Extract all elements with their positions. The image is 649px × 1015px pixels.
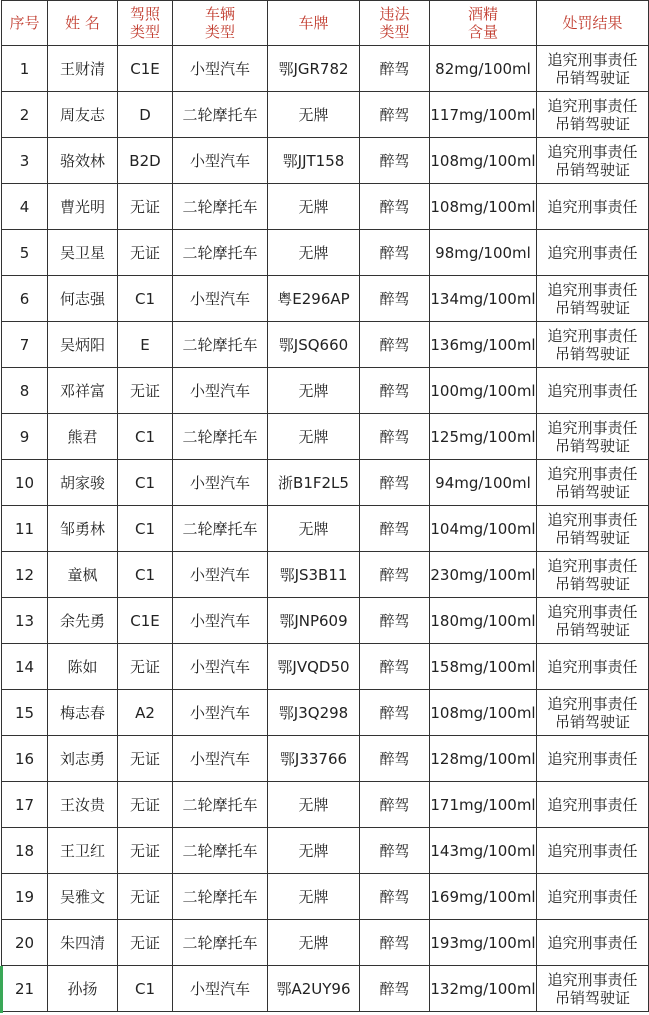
cell-name: 王汝贵 <box>48 782 118 828</box>
header-seq: 序号 <box>2 1 48 46</box>
cell-alcohol-content: 169mg/100ml <box>430 874 537 920</box>
table-row <box>2 46 649 92</box>
cell-alcohol-content: 82mg/100ml <box>430 46 537 92</box>
cell-vehicle-type: 二轮摩托车 <box>173 322 268 368</box>
penalty-line-criminal: 追究刑事责任 <box>547 96 638 115</box>
cell-violation-type: 醉驾 <box>360 644 430 690</box>
cell-license-type: C1 <box>118 414 173 460</box>
table-row <box>2 828 649 874</box>
cell-vehicle-type: 二轮摩托车 <box>173 782 268 828</box>
cell-vehicle-type: 小型汽车 <box>173 552 268 598</box>
penalty-line-criminal: 追究刑事责任 <box>547 694 638 713</box>
cell-penalty-result <box>537 644 649 690</box>
cell-vehicle-type: 小型汽车 <box>173 460 268 506</box>
cell-license-type: 无证 <box>118 230 173 276</box>
cell-penalty-result <box>537 690 649 736</box>
cell-name: 王卫红 <box>48 828 118 874</box>
cell-seq: 18 <box>2 828 48 874</box>
penalty-line-criminal: 追究刑事责任 <box>547 418 638 437</box>
cell-alcohol-content: 134mg/100ml <box>430 276 537 322</box>
header-plate: 车牌 <box>268 1 360 46</box>
penalty-line-revoke: 吊销驾驶证 <box>554 160 630 179</box>
header-violation-type-line1: 违法 <box>379 5 410 23</box>
cell-license-type: A2 <box>118 690 173 736</box>
cell-alcohol-content: 230mg/100ml <box>430 552 537 598</box>
cell-penalty-result <box>537 230 649 276</box>
cell-license-type: C1 <box>118 506 173 552</box>
cell-vehicle-type: 小型汽车 <box>173 598 268 644</box>
cell-license-type: D <box>118 92 173 138</box>
cell-violation-type: 醉驾 <box>360 828 430 874</box>
penalty-line-criminal: 追究刑事责任 <box>547 887 638 906</box>
cell-license-type: E <box>118 322 173 368</box>
cell-penalty-result <box>537 736 649 782</box>
penalty-line-revoke: 吊销驾驶证 <box>554 436 630 455</box>
cell-seq: 3 <box>2 138 48 184</box>
cell-penalty-result <box>537 322 649 368</box>
penalty-line-criminal: 追究刑事责任 <box>547 556 638 575</box>
cell-license-type: C1 <box>118 966 173 1012</box>
cell-seq: 21 <box>2 966 48 1012</box>
cell-plate: 无牌 <box>268 368 360 414</box>
cell-seq: 19 <box>2 874 48 920</box>
table-row <box>2 736 649 782</box>
cell-license-type: 无证 <box>118 368 173 414</box>
cell-vehicle-type: 二轮摩托车 <box>173 874 268 920</box>
cell-vehicle-type: 小型汽车 <box>173 736 268 782</box>
cell-violation-type: 醉驾 <box>360 138 430 184</box>
cell-violation-type: 醉驾 <box>360 782 430 828</box>
cell-penalty-result <box>537 184 649 230</box>
penalty-line-revoke: 吊销驾驶证 <box>554 344 630 363</box>
table-row <box>2 690 649 736</box>
cell-alcohol-content: 132mg/100ml <box>430 966 537 1012</box>
cell-violation-type: 醉驾 <box>360 920 430 966</box>
cell-vehicle-type: 小型汽车 <box>173 966 268 1012</box>
cell-name: 邹勇林 <box>48 506 118 552</box>
cell-plate: 鄂A2UY96 <box>268 966 360 1012</box>
cell-alcohol-content: 128mg/100ml <box>430 736 537 782</box>
penalty-line-criminal: 追究刑事责任 <box>547 970 638 989</box>
cell-penalty-result <box>537 828 649 874</box>
table-row <box>2 506 649 552</box>
cell-plate: 无牌 <box>268 92 360 138</box>
cell-alcohol-content: 125mg/100ml <box>430 414 537 460</box>
cell-plate: 无牌 <box>268 782 360 828</box>
penalty-line-revoke: 吊销驾驶证 <box>554 988 630 1007</box>
cell-name: 陈如 <box>48 644 118 690</box>
cell-penalty-result <box>537 874 649 920</box>
cell-alcohol-content: 98mg/100ml <box>430 230 537 276</box>
cell-name: 吴炳阳 <box>48 322 118 368</box>
cell-seq: 9 <box>2 414 48 460</box>
cell-violation-type: 醉驾 <box>360 552 430 598</box>
cell-penalty-result <box>537 782 649 828</box>
cell-violation-type: 醉驾 <box>360 414 430 460</box>
cell-violation-type: 醉驾 <box>360 230 430 276</box>
cell-violation-type: 醉驾 <box>360 368 430 414</box>
cell-plate: 鄂J33766 <box>268 736 360 782</box>
cell-name: 吴雅文 <box>48 874 118 920</box>
cell-alcohol-content: 117mg/100ml <box>430 92 537 138</box>
penalty-line-revoke: 吊销驾驶证 <box>554 712 630 731</box>
cell-name: 曹光明 <box>48 184 118 230</box>
table-row <box>2 874 649 920</box>
table-row <box>2 920 649 966</box>
penalty-line-revoke: 吊销驾驶证 <box>554 574 630 593</box>
penalty-line-criminal: 追究刑事责任 <box>547 381 638 400</box>
cell-plate: 无牌 <box>268 920 360 966</box>
cell-seq: 20 <box>2 920 48 966</box>
penalty-line-criminal: 追究刑事责任 <box>547 326 638 345</box>
table-row <box>2 782 649 828</box>
table-row <box>2 414 649 460</box>
cell-plate: 鄂JNP609 <box>268 598 360 644</box>
cell-violation-type: 醉驾 <box>360 874 430 920</box>
cell-name: 胡家骏 <box>48 460 118 506</box>
table-row <box>2 368 649 414</box>
cell-plate: 浙B1F2L5 <box>268 460 360 506</box>
penalty-line-criminal: 追究刑事责任 <box>547 197 638 216</box>
cell-seq: 7 <box>2 322 48 368</box>
cell-seq: 6 <box>2 276 48 322</box>
cell-seq: 12 <box>2 552 48 598</box>
cell-plate: 无牌 <box>268 184 360 230</box>
cell-vehicle-type: 小型汽车 <box>173 644 268 690</box>
cell-name: 周友志 <box>48 92 118 138</box>
cell-alcohol-content: 100mg/100ml <box>430 368 537 414</box>
cell-vehicle-type: 二轮摩托车 <box>173 184 268 230</box>
cell-seq: 17 <box>2 782 48 828</box>
cell-license-type: C1 <box>118 552 173 598</box>
cell-violation-type: 醉驾 <box>360 460 430 506</box>
cell-vehicle-type: 小型汽车 <box>173 690 268 736</box>
cell-name: 熊君 <box>48 414 118 460</box>
cell-violation-type: 醉驾 <box>360 736 430 782</box>
penalty-line-criminal: 追究刑事责任 <box>547 464 638 483</box>
penalty-line-revoke: 吊销驾驶证 <box>554 620 630 639</box>
table-row <box>2 138 649 184</box>
cell-vehicle-type: 小型汽车 <box>173 138 268 184</box>
cell-vehicle-type: 二轮摩托车 <box>173 230 268 276</box>
cell-penalty-result <box>537 966 649 1012</box>
cell-penalty-result <box>537 46 649 92</box>
cell-name: 梅志春 <box>48 690 118 736</box>
cell-alcohol-content: 108mg/100ml <box>430 690 537 736</box>
header-violation-type-line2: 类型 <box>379 23 410 41</box>
cell-alcohol-content: 108mg/100ml <box>430 184 537 230</box>
cell-name: 吴卫星 <box>48 230 118 276</box>
cell-penalty-result <box>537 414 649 460</box>
cell-plate: 无牌 <box>268 828 360 874</box>
cell-seq: 11 <box>2 506 48 552</box>
cell-vehicle-type: 小型汽车 <box>173 46 268 92</box>
header-vehicle-type <box>173 1 268 46</box>
cell-license-type: 无证 <box>118 736 173 782</box>
penalty-line-criminal: 追究刑事责任 <box>547 657 638 676</box>
cell-name: 孙扬 <box>48 966 118 1012</box>
cell-violation-type: 醉驾 <box>360 276 430 322</box>
penalty-line-criminal: 追究刑事责任 <box>547 841 638 860</box>
table-row <box>2 230 649 276</box>
cell-alcohol-content: 136mg/100ml <box>430 322 537 368</box>
cell-alcohol-content: 180mg/100ml <box>430 598 537 644</box>
cell-seq: 5 <box>2 230 48 276</box>
cell-alcohol-content: 94mg/100ml <box>430 460 537 506</box>
table-header <box>2 1 649 46</box>
cell-violation-type: 醉驾 <box>360 92 430 138</box>
header-violation-type <box>360 1 430 46</box>
cell-license-type: C1 <box>118 460 173 506</box>
cell-alcohol-content: 108mg/100ml <box>430 138 537 184</box>
cell-license-type: C1E <box>118 46 173 92</box>
header-name: 姓 名 <box>48 1 118 46</box>
cell-penalty-result <box>537 598 649 644</box>
cell-violation-type: 醉驾 <box>360 966 430 1012</box>
cell-license-type: 无证 <box>118 874 173 920</box>
cell-plate: 鄂JGR782 <box>268 46 360 92</box>
header-row <box>2 1 649 46</box>
cell-license-type: 无证 <box>118 828 173 874</box>
cell-license-type: 无证 <box>118 782 173 828</box>
cell-alcohol-content: 158mg/100ml <box>430 644 537 690</box>
cell-penalty-result <box>537 138 649 184</box>
cell-alcohol-content: 171mg/100ml <box>430 782 537 828</box>
table-row <box>2 966 649 1012</box>
cell-name: 余先勇 <box>48 598 118 644</box>
table-row <box>2 644 649 690</box>
table-row <box>2 92 649 138</box>
cell-seq: 1 <box>2 46 48 92</box>
cell-plate: 无牌 <box>268 874 360 920</box>
cell-penalty-result <box>537 92 649 138</box>
cell-penalty-result <box>537 368 649 414</box>
header-license-type-line1: 驾照 <box>129 5 160 23</box>
cell-license-type: C1 <box>118 276 173 322</box>
cell-violation-type: 醉驾 <box>360 690 430 736</box>
cell-plate: 鄂JSQ660 <box>268 322 360 368</box>
cell-license-type: 无证 <box>118 920 173 966</box>
cell-violation-type: 醉驾 <box>360 184 430 230</box>
cell-penalty-result <box>537 460 649 506</box>
penalty-line-criminal: 追究刑事责任 <box>547 243 638 262</box>
cell-license-type: 无证 <box>118 644 173 690</box>
cell-seq: 14 <box>2 644 48 690</box>
cell-seq: 4 <box>2 184 48 230</box>
cell-seq: 15 <box>2 690 48 736</box>
penalty-line-criminal: 追究刑事责任 <box>547 602 638 621</box>
penalty-line-criminal: 追究刑事责任 <box>547 50 638 69</box>
cell-plate: 鄂JJT158 <box>268 138 360 184</box>
cell-plate: 鄂JS3B11 <box>268 552 360 598</box>
cell-name: 王财清 <box>48 46 118 92</box>
penalty-line-criminal: 追究刑事责任 <box>547 749 638 768</box>
table-body <box>2 46 649 1012</box>
cell-name: 骆效林 <box>48 138 118 184</box>
penalty-line-revoke: 吊销驾驶证 <box>554 114 630 133</box>
cell-seq: 13 <box>2 598 48 644</box>
cell-name: 刘志勇 <box>48 736 118 782</box>
cell-alcohol-content: 143mg/100ml <box>430 828 537 874</box>
cell-seq: 8 <box>2 368 48 414</box>
cell-violation-type: 醉驾 <box>360 506 430 552</box>
header-alcohol-content-line2: 含量 <box>467 23 498 41</box>
cell-plate: 鄂JVQD50 <box>268 644 360 690</box>
cell-seq: 2 <box>2 92 48 138</box>
cell-seq: 16 <box>2 736 48 782</box>
cell-seq: 10 <box>2 460 48 506</box>
cell-violation-type: 醉驾 <box>360 46 430 92</box>
penalty-line-criminal: 追究刑事责任 <box>547 510 638 529</box>
cell-plate: 粤E296AP <box>268 276 360 322</box>
header-vehicle-type-line1: 车辆 <box>204 5 235 23</box>
penalty-line-revoke: 吊销驾驶证 <box>554 482 630 501</box>
cell-plate: 鄂J3Q298 <box>268 690 360 736</box>
cell-vehicle-type: 二轮摩托车 <box>173 920 268 966</box>
header-alcohol-content-line1: 酒精 <box>467 5 498 23</box>
cell-license-type: B2D <box>118 138 173 184</box>
left-edge-accent <box>0 966 3 1013</box>
penalty-line-revoke: 吊销驾驶证 <box>554 68 630 87</box>
cell-vehicle-type: 小型汽车 <box>173 276 268 322</box>
cell-penalty-result <box>537 552 649 598</box>
cell-name: 邓祥富 <box>48 368 118 414</box>
cell-name: 朱四清 <box>48 920 118 966</box>
penalty-line-criminal: 追究刑事责任 <box>547 280 638 299</box>
cell-plate: 无牌 <box>268 230 360 276</box>
penalty-line-criminal: 追究刑事责任 <box>547 933 638 952</box>
cell-license-type: C1E <box>118 598 173 644</box>
table-row <box>2 460 649 506</box>
header-alcohol-content <box>430 1 537 46</box>
penalty-line-criminal: 追究刑事责任 <box>547 795 638 814</box>
cell-violation-type: 醉驾 <box>360 598 430 644</box>
cell-penalty-result <box>537 506 649 552</box>
penalty-line-revoke: 吊销驾驶证 <box>554 528 630 547</box>
cell-penalty-result <box>537 920 649 966</box>
table-row <box>2 184 649 230</box>
drunk-driving-records-table <box>1 0 649 1012</box>
cell-plate: 无牌 <box>268 414 360 460</box>
table-row <box>2 322 649 368</box>
cell-vehicle-type: 小型汽车 <box>173 368 268 414</box>
header-vehicle-type-line2: 类型 <box>204 23 235 41</box>
table-row <box>2 276 649 322</box>
cell-violation-type: 醉驾 <box>360 322 430 368</box>
header-license-type-line2: 类型 <box>129 23 160 41</box>
cell-penalty-result <box>537 276 649 322</box>
cell-vehicle-type: 二轮摩托车 <box>173 414 268 460</box>
cell-license-type: 无证 <box>118 184 173 230</box>
cell-vehicle-type: 二轮摩托车 <box>173 92 268 138</box>
cell-name: 何志强 <box>48 276 118 322</box>
cell-vehicle-type: 二轮摩托车 <box>173 506 268 552</box>
cell-alcohol-content: 104mg/100ml <box>430 506 537 552</box>
header-penalty-result: 处罚结果 <box>537 1 649 46</box>
table-row <box>2 598 649 644</box>
penalty-line-revoke: 吊销驾驶证 <box>554 298 630 317</box>
penalty-line-criminal: 追究刑事责任 <box>547 142 638 161</box>
cell-name: 童枫 <box>48 552 118 598</box>
cell-plate: 无牌 <box>268 506 360 552</box>
cell-alcohol-content: 193mg/100ml <box>430 920 537 966</box>
table-row <box>2 552 649 598</box>
header-license-type <box>118 1 173 46</box>
cell-vehicle-type: 二轮摩托车 <box>173 828 268 874</box>
